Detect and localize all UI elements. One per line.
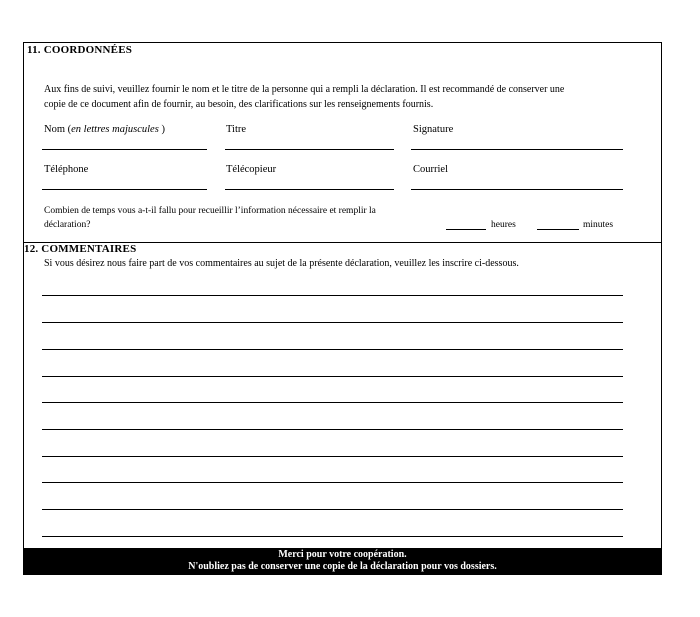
- title-field-line[interactable]: [225, 149, 394, 150]
- minutes-field-line[interactable]: [537, 229, 579, 230]
- telephone-field-line[interactable]: [42, 189, 207, 190]
- signature-field-line[interactable]: [411, 149, 623, 150]
- title-label: Titre: [226, 124, 247, 135]
- time-question-line1: Combien de temps vous a-t-il fallu pour recueillir l’information nécessaire et remplir la: [44, 206, 376, 216]
- hours-field-line[interactable]: [446, 229, 486, 230]
- comment-line[interactable]: [42, 509, 623, 510]
- email-label: Courriel: [413, 164, 448, 175]
- comment-line[interactable]: [42, 482, 623, 483]
- name-label-suffix: ): [158, 124, 165, 135]
- name-label-prefix: Nom (: [44, 124, 72, 135]
- comment-line[interactable]: [42, 402, 623, 403]
- section-11-intro-line2: copie de ce document afin de fournir, au besoin, des clarifications sur les renseignements fournis.: [44, 99, 434, 110]
- section-12-title: 12. COMMENTAIRES: [24, 243, 137, 255]
- footer-thanks: Merci pour votre coopération.: [278, 548, 407, 560]
- declaration-form: [23, 42, 662, 575]
- minutes-label: minutes: [583, 220, 614, 230]
- comment-line[interactable]: [42, 295, 623, 296]
- footer-banner: [24, 548, 661, 574]
- name-label-italic: en lettres majuscules: [71, 124, 159, 135]
- comment-line[interactable]: [42, 536, 623, 537]
- section-11-intro-line1: Aux fins de suivi, veuillez fournir le nom et le titre de la personne qui a rempli la déclaration. Il est recommandé de conserver une: [44, 84, 565, 95]
- comment-line[interactable]: [42, 429, 623, 430]
- comment-line[interactable]: [42, 349, 623, 350]
- name-label: [44, 124, 165, 135]
- name-field-line[interactable]: [42, 149, 207, 150]
- section-12-instruction: Si vous désirez nous faire part de vos commentaires au sujet de la présente déclaration, veuillez les inscrire ci-dessous.: [44, 258, 519, 269]
- email-field-line[interactable]: [411, 189, 623, 190]
- fax-field-line[interactable]: [225, 189, 394, 190]
- fax-label: Télécopieur: [226, 164, 277, 175]
- comment-line[interactable]: [42, 322, 623, 323]
- section-11-title: 11. COORDONNÉES: [27, 44, 133, 56]
- hours-label: heures: [491, 220, 516, 230]
- comment-line[interactable]: [42, 456, 623, 457]
- signature-label: Signature: [413, 124, 454, 135]
- comment-line[interactable]: [42, 376, 623, 377]
- time-question-line2: déclaration?: [44, 220, 91, 230]
- telephone-label: Téléphone: [44, 164, 89, 175]
- footer-reminder: N'oubliez pas de conserver une copie de la déclaration pour vos dossiers.: [188, 561, 497, 572]
